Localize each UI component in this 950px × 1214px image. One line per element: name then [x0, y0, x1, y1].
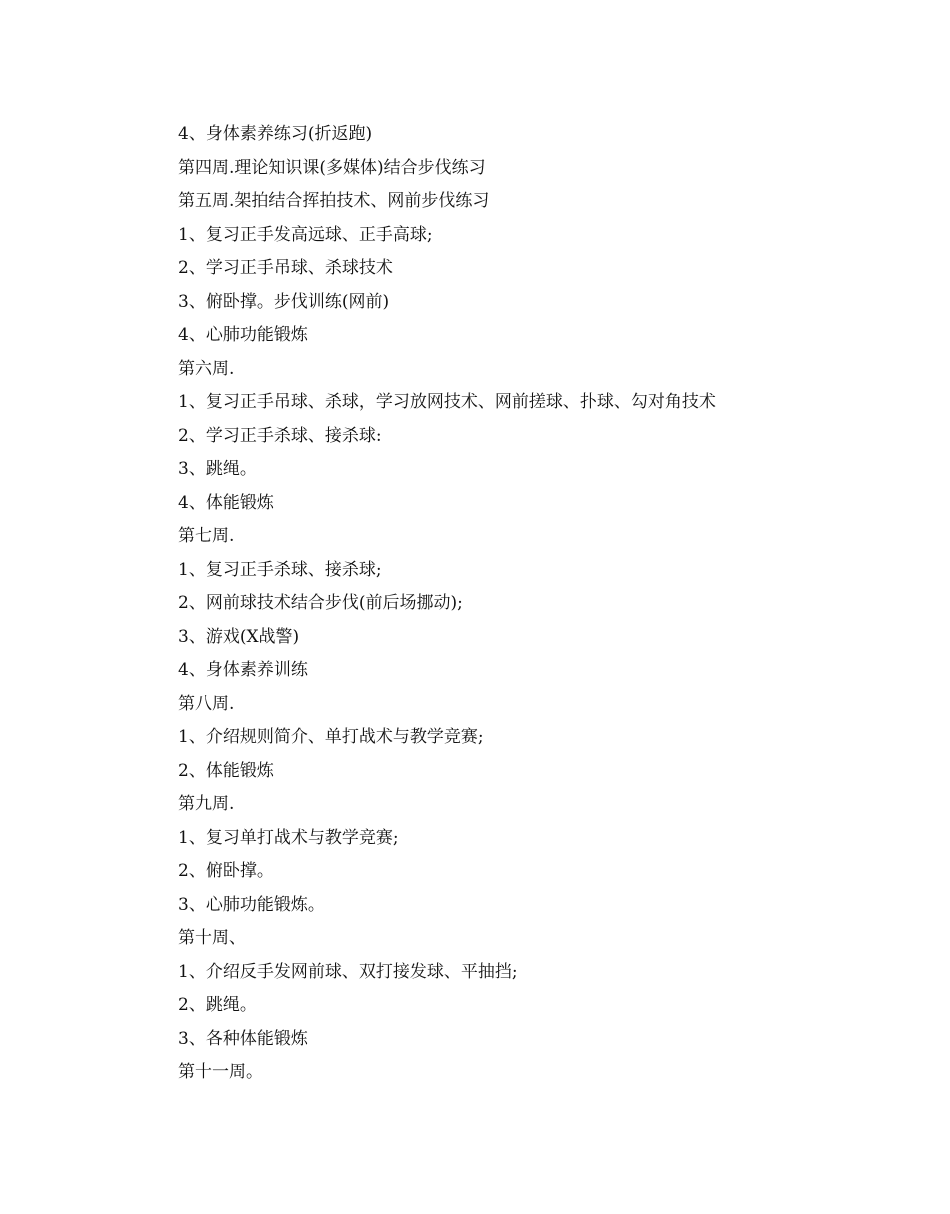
text-line: 1、复习正手杀球、接杀球; — [178, 559, 382, 580]
text-line: 4、心肺功能锻炼 — [178, 325, 308, 345]
text-line: 3、游戏(X战警) — [178, 626, 300, 647]
text-line: 2、俯卧撑。 — [178, 861, 274, 881]
text-line: 1、介绍规则简介、单打战术与教学竞赛; — [178, 727, 484, 747]
week-heading: 第十周、 — [178, 928, 246, 948]
week-heading: 第五周.架拍结合挥拍技术、网前步伐练习 — [178, 191, 490, 211]
text-line: 2、网前球技术结合步伐(前后场挪动); — [178, 593, 463, 613]
text-line: 2、学习正手吊球、杀球技术 — [178, 258, 393, 278]
text-line: 3、俯卧撑。步伐训练(网前) — [178, 291, 390, 312]
text-line: 1、复习正手发高远球、正手高球; — [178, 224, 433, 245]
week-heading: 第七周. — [178, 526, 235, 546]
text-line: 4、体能锻炼 — [178, 492, 274, 513]
week-heading: 第六周. — [178, 358, 235, 379]
week-heading: 第八周. — [178, 693, 235, 714]
text-line: 1、介绍反手发网前球、双打接发球、平抽挡; — [178, 961, 518, 982]
week-heading: 第十一周。 — [178, 1062, 263, 1082]
text-line: 2、学习正手杀球、接杀球: — [178, 425, 382, 446]
text-line: 2、跳绳。 — [178, 995, 257, 1015]
week-heading: 第九周. — [178, 794, 235, 814]
text-line: 3、各种体能锻炼 — [178, 1028, 308, 1049]
text-line: 4、身体素养训练 — [178, 660, 308, 680]
text-line: 2、体能锻炼 — [178, 760, 274, 781]
text-line: 3、心肺功能锻炼。 — [178, 894, 325, 915]
text-line: 1、复习单打战术与教学竞赛; — [178, 827, 399, 848]
week-heading: 第四周.理论知识课(多媒体)结合步伐练习 — [178, 157, 486, 178]
text-line: 3、跳绳。 — [178, 459, 257, 479]
text-line: 4、身体素养练习(折返跑) — [178, 124, 373, 144]
document-body — [178, 118, 878, 1090]
text-line: 1、复习正手吊球、杀球，学习放网技术、网前搓球、扑球、勾对角技术 — [178, 392, 716, 412]
